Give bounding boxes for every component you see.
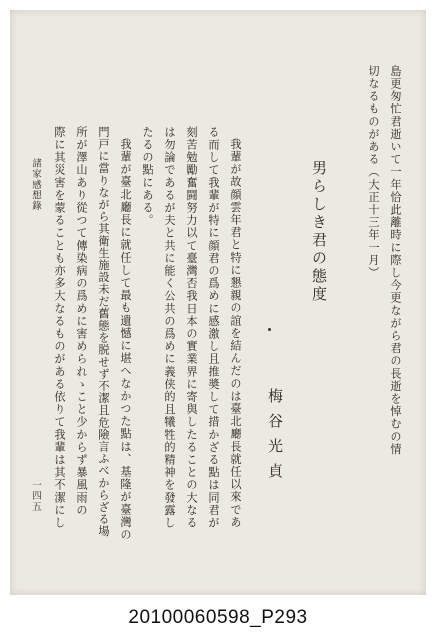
page-number: 一四五	[30, 480, 41, 513]
separator-dot	[268, 328, 271, 331]
body-line-3: 刻苦勉勵奮闘努力以て臺灣否我日本の實業界に寄與したることの大なる	[185, 126, 198, 530]
intro-line-1: 島更匆忙君逝いて一年恰此離時に際し今更ながら君の長逝を悼むの情	[389, 65, 402, 456]
body-line-1: 我輩が故顔雲年君と特に懇親の誼を結んだのは臺北廳長就任以來であ	[229, 138, 242, 529]
document-page	[10, 10, 426, 595]
image-caption: 20100060598_P293	[128, 607, 308, 628]
author-name: 梅谷光貞	[266, 388, 284, 488]
intro-line-2: 切なるものがある（大正十三年一月）	[367, 65, 380, 280]
body-line-7: 門戸に當りながら其衛生施設未だ舊態を脱せず不潔且危險言ふべからざる場	[97, 126, 110, 538]
body-line-9: 際に其災害を蒙ることも亦多大なるものがある依りて我輩は其不潔にし	[53, 126, 66, 530]
body-line-6: 我輩が臺北廳長に就任して最も遺憾に堪へなかつた點は、基隆が臺灣の	[119, 138, 132, 542]
body-line-8: 所が澤山あり從つて傳染病の爲めに害められゝこと少からず暴風雨の	[75, 126, 88, 517]
body-line-4: は勿論であるが夫と共に能く公共の爲めに義侠的且犧牲的精神を發露し	[163, 126, 176, 530]
body-line-5: たるの點にある。	[141, 126, 154, 227]
body-line-2: る而して我輩が特に顔君の爲めに感激し且推奬して措かざる點は同君が	[207, 126, 220, 530]
section-title: 男らしき君の態度	[310, 160, 328, 304]
running-title: 諸家感想錄	[30, 158, 41, 212]
